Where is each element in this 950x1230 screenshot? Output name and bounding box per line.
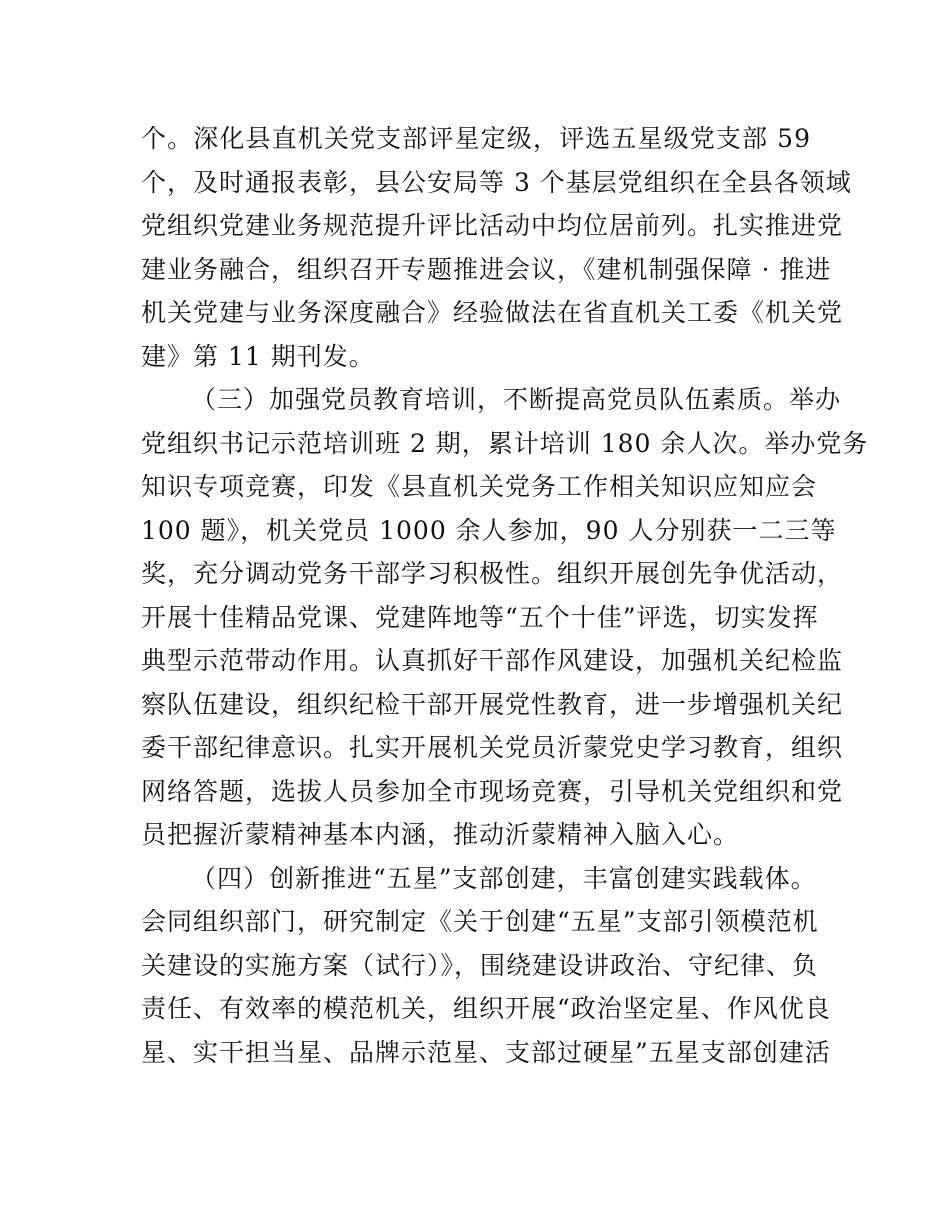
text-line: 委干部纪律意识。扎实开展机关党员沂蒙党史学习教育，组织 [141,733,844,762]
text-line: 典型示范带动作用。认真抓好干部作风建设，加强机关纪检监 [141,646,844,675]
text-line: 100 题》，机关党员 1000 余人参加，90 人分别获一二三等 [141,515,837,545]
text-line: 网络答题，选拔人员参加全市现场竞赛，引导机关党组织和党 [141,776,844,806]
text-line: 个。深化县直机关党支部评星定级，评选五星级党支部 59 [141,124,811,153]
text-line: 会同组织部门，研究制定《关于创建“五星”支部引领模范机 [141,907,819,936]
paragraph-3 [141,857,831,1075]
text-line: 奖，充分调动党务干部学习积极性。组织开展创先争优活动， [141,559,844,588]
paragraph-1 [141,117,852,378]
text-line: 党组织书记示范培训班 2 期，累计培训 180 余人次。举办党务 [141,428,869,458]
text-line: 员把握沂蒙精神基本内涵，推动沂蒙精神入脑入心。 [141,820,740,849]
text-line: 开展十佳精品党课、党建阵地等“五个十佳”评选，切实发挥 [141,602,819,632]
text-line: 建业务融合，组织召开专题推进会议，《建机制强保障 · 推进 [141,254,832,284]
text-line: 星、实干担当星、品牌示范星、支部过硬星”五星支部创建活 [141,1037,831,1067]
text-line: 责任、有效率的模范机关，组织开展“政治坚定星、作风优良 [141,994,831,1023]
text-line: 察队伍建设，组织纪检干部开展党性教育，进一步增强机关纪 [141,689,844,719]
text-line: 知识专项竞赛，印发《县直机关党务工作相关知识应知应会 [141,472,818,501]
text-line: 个，及时通报表彰，县公安局等 3 个基层党组织在全县各领域 [141,167,852,197]
document-body [141,117,869,1074]
text-line: 机关党建与业务深度融合》经验做法在省直机关工委《机关党 [141,298,844,327]
section-heading-line: （四）创新推进“五星”支部创建，丰富创建实践载体。 [191,863,817,893]
text-line: 建》第 11 期刊发。 [141,341,375,371]
paragraph-2 [141,378,869,857]
text-line: 党组织党建业务规范提升评比活动中均位居前列。扎实推进党 [141,211,844,240]
text-line: 关建设的实施方案（试行）》，围绕建设讲政治、守纪律、负 [141,950,819,980]
section-heading-line: （三）加强党员教育培训，不断提高党员队伍素质。举办 [191,385,842,414]
